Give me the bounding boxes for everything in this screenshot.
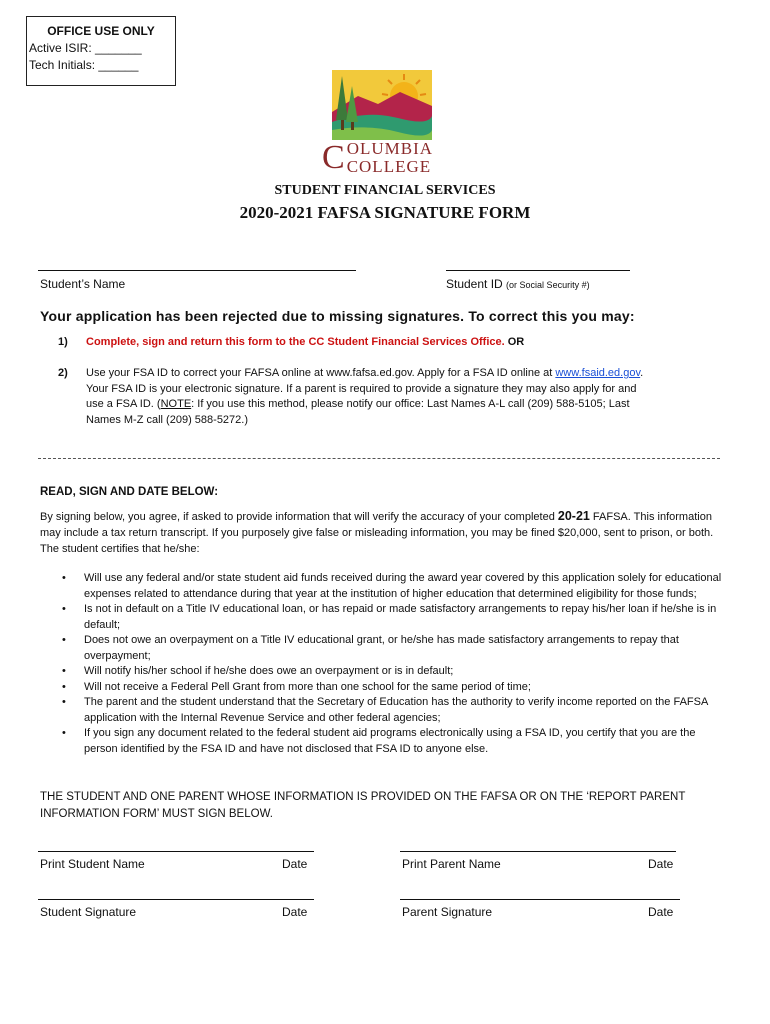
student-id-label bbox=[446, 277, 590, 291]
fsaid-link[interactable]: www.fsaid.ed.gov bbox=[555, 367, 641, 379]
list-item: • If you sign any document related to the federal student aid programs electronically using a FSA ID, you certify that you are the person identified by the FSA ID and have not disclosed that FSA ID to anyone else. bbox=[62, 726, 732, 757]
certification-text-b: FAFSA. This information may include a tax return transcript. If you purposely give false or misleading information, you may be fined $20,000, sent to prison, or both. The student certifies that he/she: bbox=[40, 511, 714, 555]
option-2 bbox=[58, 366, 738, 428]
student-signature-date-label: Date bbox=[282, 905, 308, 919]
student-name-line[interactable] bbox=[38, 270, 356, 271]
option-2-note: NOTE bbox=[160, 398, 192, 410]
certification-paragraph bbox=[40, 508, 730, 557]
wordmark-college: OLLEGE bbox=[359, 157, 432, 176]
certification-list bbox=[62, 571, 732, 757]
print-parent-name-label: Print Parent Name bbox=[402, 857, 501, 871]
option-2-period: . bbox=[640, 367, 644, 379]
cut-divider bbox=[38, 458, 720, 459]
active-isir-field: Active ISIR: _______ bbox=[29, 41, 142, 55]
option-1-or: OR bbox=[507, 336, 525, 348]
option-1-number: 1) bbox=[58, 336, 68, 348]
option-2-line1: Use your FSA ID to correct your FAFSA online at www.fafsa.ed.gov. Apply for a FSA ID online at bbox=[86, 367, 556, 379]
student-id-line[interactable] bbox=[446, 270, 630, 271]
student-name-date-label: Date bbox=[282, 857, 308, 871]
wordmark-initial-c: C bbox=[322, 139, 346, 176]
office-use-heading: OFFICE USE ONLY bbox=[47, 24, 155, 38]
student-id-text: Student ID bbox=[446, 277, 503, 291]
must-sign-notice: THE STUDENT AND ONE PARENT WHOSE INFORMATION IS PROVIDED ON THE FAFSA OR ON THE ‘REPORT PARENT INFORMATION FORM’ MUST SIGN BELOW. bbox=[40, 791, 686, 820]
office-use-box bbox=[26, 16, 176, 86]
logo-landscape-icon bbox=[318, 66, 446, 146]
student-id-note: (or Social Security #) bbox=[506, 280, 590, 290]
print-parent-name-line[interactable] bbox=[400, 851, 676, 852]
option-2-line2: Your FSA ID is your electronic signature. If a parent is required to provide a signature they may also apply for and bbox=[86, 382, 637, 395]
form-title: 2020-2021 FAFSA SIGNATURE FORM bbox=[239, 203, 531, 222]
list-item: • Is not in default on a Title IV educational loan, or has repaid or made satisfactory arrangements to repay his/her loan if he/she is in default; bbox=[62, 602, 732, 633]
list-item: • Will notify his/her school if he/she does owe an overpayment or is in default; bbox=[62, 664, 732, 680]
list-item: • The parent and the student understand that the Secretary of Education has the authority to verify income reported on the FAFSA application with the Internal Revenue Service and other federal agencies; bbox=[62, 695, 732, 726]
tech-initials-field: Tech Initials: ______ bbox=[29, 58, 139, 72]
department-name: STUDENT FINANCIAL SERVICES bbox=[274, 183, 496, 198]
option-2-number: 2) bbox=[58, 367, 68, 379]
option-2-line3-b: : If you use this method, please notify our office: Last Names A-L call (209) 588-5105; Last bbox=[191, 398, 630, 410]
option-1 bbox=[58, 335, 738, 351]
wordmark-columbia: OLUMBIA bbox=[346, 139, 434, 158]
read-sign-heading: READ, SIGN AND DATE BELOW: bbox=[40, 486, 219, 498]
student-signature-line[interactable] bbox=[38, 899, 314, 900]
student-signature-label: Student Signature bbox=[40, 905, 137, 919]
parent-signature-label: Parent Signature bbox=[402, 905, 493, 919]
student-name-label: Student’s Name bbox=[40, 277, 126, 291]
list-item: • Will not receive a Federal Pell Grant from more than one school for the same period of time; bbox=[62, 680, 732, 696]
list-item: • Will use any federal and/or state student aid funds received during the award year covered by this application solely for educational expenses related to attendance during that year at the institution of higher education that determined eligibility for those funds; bbox=[62, 571, 732, 602]
print-student-name-label: Print Student Name bbox=[40, 857, 145, 871]
option-2-line4: Names M-Z call (209) 588-5272.) bbox=[86, 413, 249, 426]
option-1-text: Complete, sign and return this form to the CC Student Financial Services Office. bbox=[86, 336, 505, 348]
parent-signature-line[interactable] bbox=[400, 899, 680, 900]
college-wordmark bbox=[322, 140, 452, 176]
option-2-line3 bbox=[58, 397, 738, 413]
parent-signature-date-label: Date bbox=[648, 905, 674, 919]
wordmark-initial-c2: C bbox=[346, 157, 360, 176]
certification-text-a: By signing below, you agree, if asked to provide information that will verify the accuracy of your completed bbox=[40, 511, 558, 523]
rejection-heading: Your application has been rejected due to missing signatures. To correct this you may: bbox=[40, 308, 635, 324]
parent-name-date-label: Date bbox=[648, 857, 674, 871]
option-2-line3-a: use a FSA ID. ( bbox=[86, 398, 161, 410]
print-student-name-line[interactable] bbox=[38, 851, 314, 852]
list-item: • Does not owe an overpayment on a Title IV educational grant, or he/she has made satisfactory arrangements to repay that overpayment; bbox=[62, 633, 732, 664]
award-year: 20-21 bbox=[557, 509, 590, 523]
